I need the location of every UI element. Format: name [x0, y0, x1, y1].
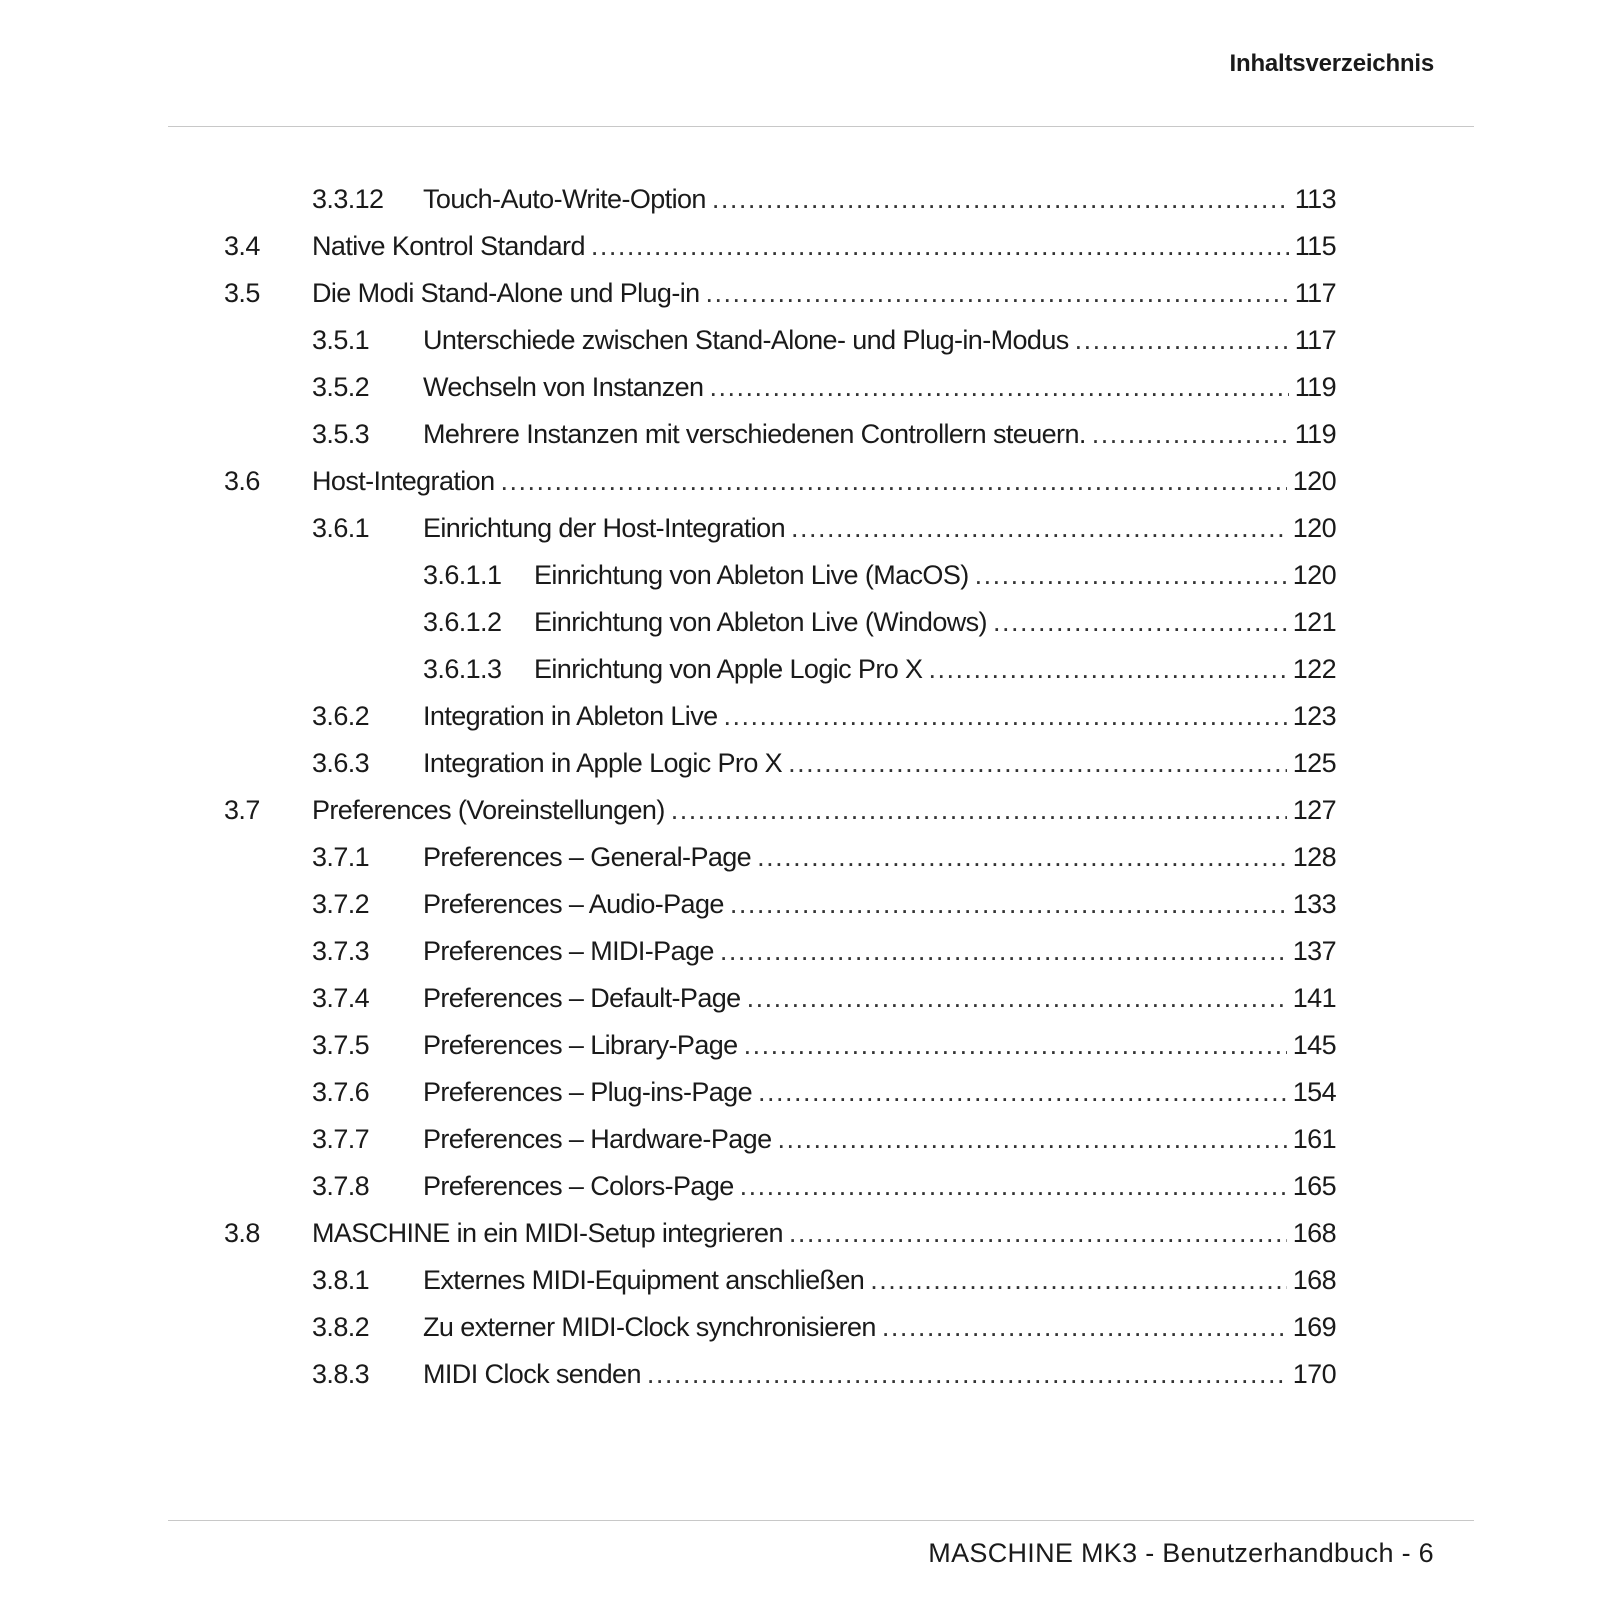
toc-dot-leader	[591, 223, 1289, 270]
toc-dot-leader	[975, 552, 1287, 599]
toc-entry[interactable]	[0, 552, 1600, 599]
toc-entry-title: Native Kontrol Standard	[312, 231, 585, 261]
toc-dot-leader	[744, 1022, 1287, 1069]
toc-entry-page-number: 119	[1294, 419, 1336, 449]
toc-dot-leader	[730, 881, 1287, 928]
toc-entry-number: 3.4	[224, 231, 260, 261]
toc-entry-row	[423, 975, 1336, 1022]
toc-dot-leader	[1075, 317, 1289, 364]
toc-entry[interactable]	[0, 693, 1600, 740]
toc-entry-row	[423, 1022, 1336, 1069]
toc-entry[interactable]	[0, 270, 1600, 317]
toc-entry[interactable]	[0, 1069, 1600, 1116]
page-footer: MASCHINE MK3 - Benutzerhandbuch - 6	[928, 1538, 1434, 1568]
toc-entry-title: Preferences – General-Page	[423, 842, 752, 872]
toc-entry-page-number: 170	[1292, 1359, 1336, 1389]
toc-entry[interactable]	[0, 176, 1600, 223]
toc-entry-row	[423, 1069, 1336, 1116]
toc-entry-row	[312, 223, 1336, 270]
toc-entry-number: 3.5.3	[312, 419, 370, 449]
toc-entry[interactable]	[0, 787, 1600, 834]
toc-dot-leader	[647, 1351, 1287, 1398]
toc-entry-number: 3.3.12	[312, 184, 384, 214]
toc-entry-page-number: 123	[1292, 701, 1336, 731]
toc-dot-leader	[712, 176, 1289, 223]
toc-dot-leader	[720, 928, 1287, 975]
toc-entry-title: Touch-Auto-Write-Option	[423, 184, 706, 214]
toc-dot-leader	[757, 834, 1287, 881]
toc-entry-title: Wechseln von Instanzen	[423, 372, 704, 402]
toc-entry-number: 3.8.3	[312, 1359, 370, 1389]
toc-entry[interactable]	[0, 411, 1600, 458]
toc-entry-number: 3.7.2	[312, 889, 370, 919]
toc-dot-leader	[928, 646, 1286, 693]
toc-entry-page-number: 169	[1292, 1312, 1336, 1342]
toc-entry[interactable]	[0, 364, 1600, 411]
toc-entry-title: Host-Integration	[312, 466, 495, 496]
toc-entry-page-number: 137	[1292, 936, 1336, 966]
toc-entry-row	[423, 928, 1336, 975]
toc-dot-leader	[706, 270, 1289, 317]
toc-entry-row	[423, 176, 1336, 223]
toc-entry[interactable]	[0, 1257, 1600, 1304]
toc-entry-page-number: 168	[1292, 1218, 1336, 1248]
toc-entry-row	[534, 646, 1336, 693]
toc-entry-row	[312, 787, 1336, 834]
toc-entry-title: Mehrere Instanzen mit verschiedenen Controllern steuern.	[423, 419, 1086, 449]
toc-entry-number: 3.6.1.1	[423, 560, 502, 590]
toc-entry-title: Einrichtung von Ableton Live (MacOS)	[534, 560, 969, 590]
toc-entry-row	[312, 458, 1336, 505]
toc-entry-number: 3.5.1	[312, 325, 370, 355]
toc-entry-number: 3.7.5	[312, 1030, 370, 1060]
toc-dot-leader	[778, 1116, 1287, 1163]
toc-entry-row	[423, 1116, 1336, 1163]
toc-entry[interactable]	[0, 505, 1600, 552]
toc-entry-number: 3.7.3	[312, 936, 370, 966]
toc-entry-page-number: 120	[1292, 513, 1336, 543]
toc-entry-title: MASCHINE in ein MIDI-Setup integrieren	[312, 1218, 783, 1248]
toc-entry-number: 3.7.7	[312, 1124, 370, 1154]
toc-entry-number: 3.7.1	[312, 842, 370, 872]
toc-dot-leader	[758, 1069, 1287, 1116]
toc-entry-row	[423, 881, 1336, 928]
toc-entry-page-number: 115	[1294, 231, 1336, 261]
toc-entry-page-number: 145	[1292, 1030, 1336, 1060]
toc-entry-number: 3.7.4	[312, 983, 370, 1013]
toc-entry-row	[423, 693, 1336, 740]
toc-entry-row	[423, 411, 1336, 458]
toc-entry-title: Preferences – Default-Page	[423, 983, 741, 1013]
toc-entry-number: 3.6.1.2	[423, 607, 502, 637]
toc-entry-title: Zu externer MIDI-Clock synchronisieren	[423, 1312, 876, 1342]
toc-entry-number: 3.5.2	[312, 372, 370, 402]
toc-entry-number: 3.8.1	[312, 1265, 370, 1295]
toc-entry-row	[423, 1304, 1336, 1351]
toc-entry[interactable]	[0, 223, 1600, 270]
toc-dot-leader	[747, 975, 1287, 1022]
toc-dot-leader	[709, 364, 1288, 411]
toc-entry-page-number: 117	[1294, 278, 1336, 308]
toc-dot-leader	[789, 1210, 1287, 1257]
toc-entry-title: Einrichtung von Apple Logic Pro X	[534, 654, 923, 684]
toc-entry-title: Integration in Apple Logic Pro X	[423, 748, 783, 778]
toc-dot-leader	[870, 1257, 1287, 1304]
toc-entry[interactable]	[0, 975, 1600, 1022]
table-of-contents	[0, 176, 1600, 1398]
toc-entry-number: 3.5	[224, 278, 260, 308]
toc-entry-number: 3.7.6	[312, 1077, 370, 1107]
toc-entry-number: 3.8	[224, 1218, 260, 1248]
toc-entry[interactable]	[0, 458, 1600, 505]
toc-entry-row	[423, 834, 1336, 881]
page-header-title: Inhaltsverzeichnis	[1229, 50, 1434, 77]
toc-entry-number: 3.6	[224, 466, 260, 496]
toc-entry-title: Preferences – Audio-Page	[423, 889, 724, 919]
toc-entry-number: 3.6.1	[312, 513, 370, 543]
toc-entry[interactable]	[0, 1210, 1600, 1257]
toc-entry[interactable]	[0, 740, 1600, 787]
toc-entry[interactable]	[0, 599, 1600, 646]
toc-entry-number: 3.6.1.3	[423, 654, 502, 684]
footer-divider	[168, 1520, 1474, 1521]
toc-dot-leader	[671, 787, 1287, 834]
toc-entry-title: Unterschiede zwischen Stand-Alone- und Plug-in-Modus	[423, 325, 1069, 355]
toc-entry-number: 3.7.8	[312, 1171, 370, 1201]
toc-entry[interactable]	[0, 646, 1600, 693]
toc-entry-page-number: 154	[1292, 1077, 1336, 1107]
toc-entry[interactable]	[0, 1351, 1600, 1398]
toc-entry-number: 3.8.2	[312, 1312, 370, 1342]
toc-entry-title: Integration in Ableton Live	[423, 701, 718, 731]
toc-entry-row	[423, 1163, 1336, 1210]
toc-entry-page-number: 168	[1292, 1265, 1336, 1295]
toc-dot-leader	[501, 458, 1287, 505]
header-divider	[168, 126, 1474, 127]
toc-entry-page-number: 117	[1294, 325, 1336, 355]
toc-entry-title: Externes MIDI-Equipment anschließen	[423, 1265, 865, 1295]
toc-dot-leader	[724, 693, 1287, 740]
toc-entry-row	[534, 552, 1336, 599]
toc-entry-page-number: 125	[1292, 748, 1336, 778]
toc-entry-row	[312, 1210, 1336, 1257]
toc-entry[interactable]	[0, 317, 1600, 364]
toc-dot-leader	[993, 599, 1287, 646]
toc-entry-title: Preferences (Voreinstellungen)	[312, 795, 665, 825]
toc-entry-row	[423, 317, 1336, 364]
toc-entry-page-number: 165	[1292, 1171, 1336, 1201]
toc-entry-number: 3.7	[224, 795, 260, 825]
toc-entry-page-number: 161	[1292, 1124, 1336, 1154]
toc-entry-row	[534, 599, 1336, 646]
toc-entry[interactable]	[0, 928, 1600, 975]
toc-dot-leader	[788, 740, 1287, 787]
toc-entry-title: Die Modi Stand-Alone und Plug-in	[312, 278, 700, 308]
toc-entry-page-number: 113	[1294, 184, 1336, 214]
toc-entry-row	[423, 505, 1336, 552]
toc-entry-title: Einrichtung von Ableton Live (Windows)	[534, 607, 987, 637]
toc-entry-page-number: 120	[1292, 560, 1336, 590]
toc-entry-title: Preferences – Hardware-Page	[423, 1124, 772, 1154]
toc-entry[interactable]	[0, 834, 1600, 881]
toc-entry[interactable]	[0, 1163, 1600, 1210]
toc-entry-title: Preferences – MIDI-Page	[423, 936, 714, 966]
toc-entry-title: Preferences – Colors-Page	[423, 1171, 734, 1201]
toc-entry[interactable]	[0, 1022, 1600, 1069]
toc-entry-row	[423, 1257, 1336, 1304]
toc-entry-page-number: 128	[1292, 842, 1336, 872]
toc-entry-row	[423, 364, 1336, 411]
toc-entry[interactable]	[0, 1116, 1600, 1163]
toc-entry-title: Preferences – Plug-ins-Page	[423, 1077, 752, 1107]
toc-dot-leader	[1092, 411, 1289, 458]
toc-entry-page-number: 121	[1292, 607, 1336, 637]
toc-entry-page-number: 127	[1292, 795, 1336, 825]
toc-entry-number: 3.6.3	[312, 748, 370, 778]
toc-entry-row	[312, 270, 1336, 317]
toc-entry-row	[423, 1351, 1336, 1398]
toc-dot-leader	[882, 1304, 1287, 1351]
toc-entry-row	[423, 740, 1336, 787]
toc-entry-title: MIDI Clock senden	[423, 1359, 641, 1389]
toc-entry-page-number: 141	[1292, 983, 1336, 1013]
toc-entry[interactable]	[0, 881, 1600, 928]
toc-entry-page-number: 133	[1292, 889, 1336, 919]
toc-entry-page-number: 119	[1294, 372, 1336, 402]
toc-dot-leader	[740, 1163, 1287, 1210]
toc-entry[interactable]	[0, 1304, 1600, 1351]
toc-entry-number: 3.6.2	[312, 701, 370, 731]
toc-entry-page-number: 120	[1292, 466, 1336, 496]
toc-entry-title: Preferences – Library-Page	[423, 1030, 738, 1060]
toc-dot-leader	[791, 505, 1287, 552]
toc-entry-page-number: 122	[1292, 654, 1336, 684]
toc-entry-title: Einrichtung der Host-Integration	[423, 513, 786, 543]
